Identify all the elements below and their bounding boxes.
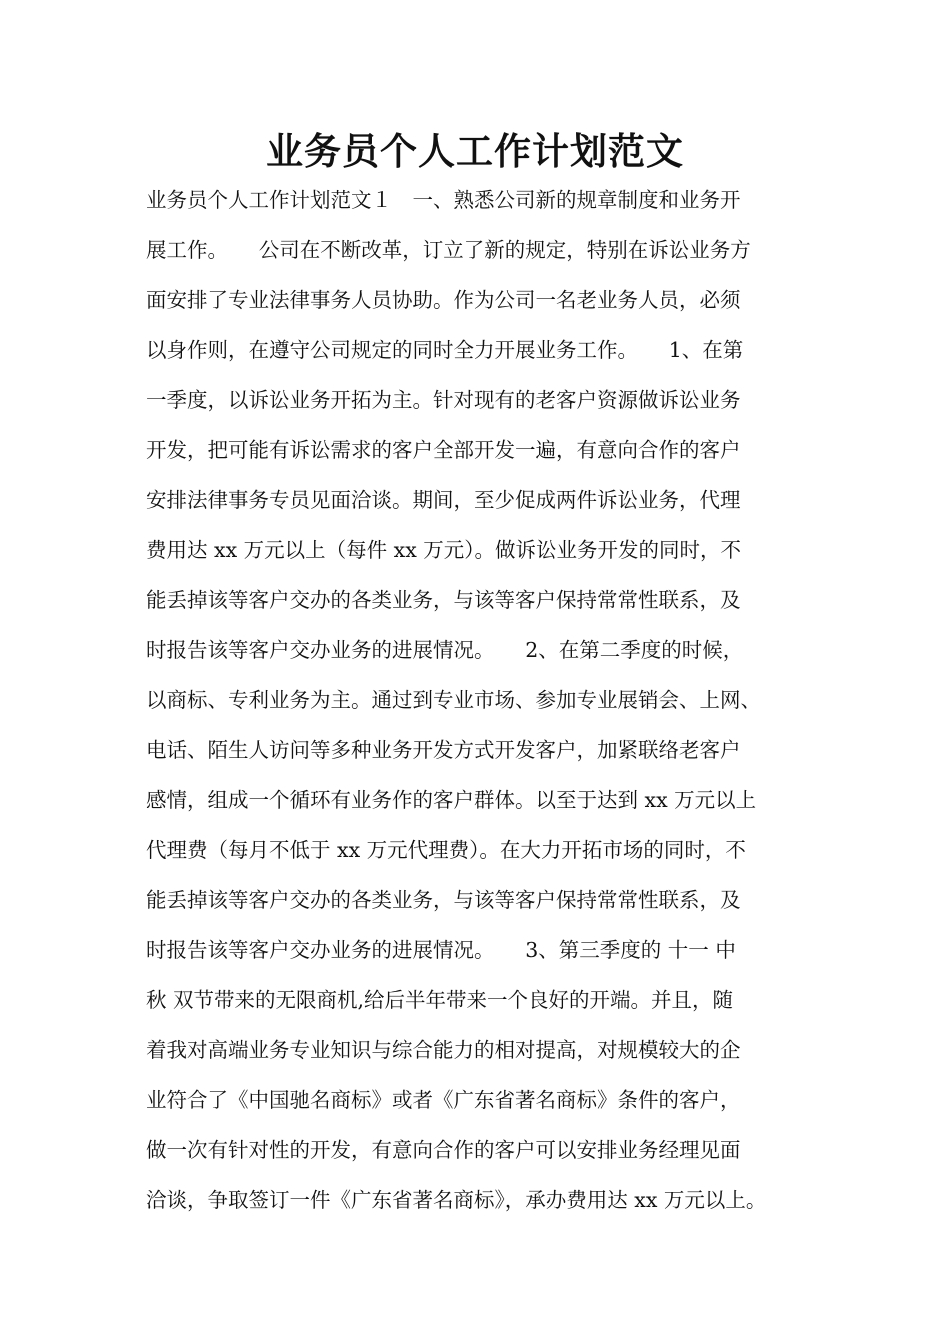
page-title: 业务员个人工作计划范文 xyxy=(266,130,684,173)
body-line: 代理费（每月不低于 xx 万元代理费）。在大力开拓市场的同时，不 xyxy=(146,838,746,862)
body-line: 一季度，以诉讼业务开拓为主。针对现有的老客户资源做诉讼业务 xyxy=(146,388,741,412)
body-line: 展工作。 公司在不断改革，订立了新的规定，特别在诉讼业务方 xyxy=(146,238,751,262)
body-line: 以商标、专利业务为主。通过到专业市场、参加专业展销会、上网、 xyxy=(146,688,761,712)
body-line: 时报告该等客户交办业务的进展情况。 3、第三季度的 十一 中 xyxy=(146,938,736,962)
body-line: 电话、陌生人访问等多种业务开发方式开发客户，加紧联络老客户 xyxy=(146,738,741,762)
body-line: 做一次有针对性的开发，有意向合作的客户可以安排业务经理见面 xyxy=(146,1138,741,1162)
body-line: 着我对高端业务专业知识与综合能力的相对提高，对规模较大的企 xyxy=(146,1038,741,1062)
body-line: 费用达 xx 万元以上（每件 xx 万元）。做诉讼业务开发的同时，不 xyxy=(146,538,742,562)
body-line: 业符合了《中国驰名商标》或者《广东省著名商标》条件的客户， xyxy=(146,1088,741,1112)
body-line: 时报告该等客户交办业务的进展情况。 2、在第二季度的时候， xyxy=(146,638,744,662)
body-line: 开发，把可能有诉讼需求的客户全部开发一遍，有意向合作的客户 xyxy=(146,438,741,462)
body-line: 感情，组成一个循环有业务作的客户群体。以至于达到 xx 万元以上 xyxy=(146,788,757,812)
body-line: 能丢掉该等客户交办的各类业务，与该等客户保持常常性联系，及 xyxy=(146,888,741,912)
body-line: 面安排了专业法律事务人员协助。作为公司一名老业务人员，必须 xyxy=(146,288,741,312)
body-line: 秋 双节带来的无限商机,给后半年带来一个良好的开端。并且，随 xyxy=(146,988,734,1012)
body-line: 洽谈，争取签订一件《广东省著名商标》，承办费用达 xx 万元以上。 xyxy=(146,1188,767,1212)
body-line: 以身作则，在遵守公司规定的同时全力开展业务工作。 1、在第 xyxy=(146,338,744,362)
body-line: 安排法律事务专员见面洽谈。期间，至少促成两件诉讼业务，代理 xyxy=(146,488,741,512)
body-line: 能丢掉该等客户交办的各类业务，与该等客户保持常常性联系，及 xyxy=(146,588,741,612)
body-line: 业务员个人工作计划范文１ 一、熟悉公司新的规章制度和业务开 xyxy=(146,188,741,212)
